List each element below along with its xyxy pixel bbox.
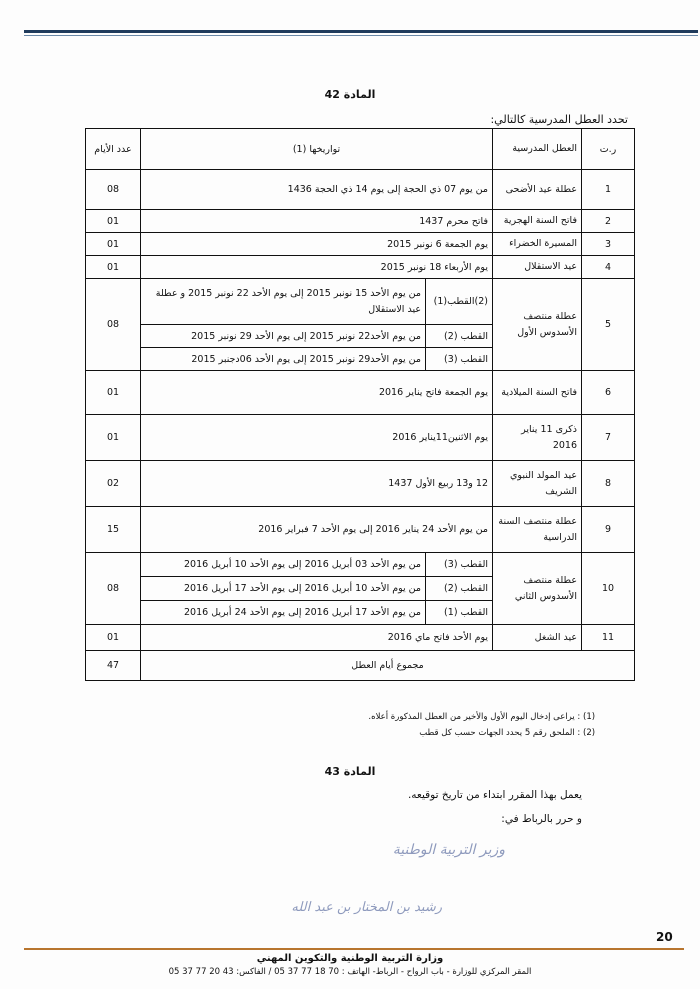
table-row	[86, 553, 635, 577]
header-rule	[24, 30, 698, 33]
pole-date: من يوم الأحد 15 نونبر 2015 إلى يوم الأحد 22 نونبر 2015 و عطلة عيد الاستقلال	[141, 279, 426, 325]
article-43-title: المادة 43	[324, 765, 376, 778]
signed-at: و حرر بالرباط في:	[501, 813, 582, 825]
pole-date: من يوم الأحد 03 أبريل 2016 إلى يوم الأحد 10 أبريل 2016	[141, 553, 426, 577]
row-name: عطلة منتصف السنة الدراسية	[493, 507, 582, 553]
table-row	[86, 279, 635, 325]
header-days: عدد الأيام	[86, 129, 141, 170]
row-num: 7	[582, 415, 635, 461]
intro-text: تحدد العطل المدرسية كالتالي:	[490, 113, 628, 126]
pole-label: القطب (1)	[426, 601, 493, 625]
row-name: عطلة منتصف الأسدوس الثاني	[493, 553, 582, 625]
pole-label: القطب (3)	[426, 348, 493, 371]
row-name: ذكرى 11 يناير 2016	[493, 415, 582, 461]
table-row	[86, 415, 635, 461]
row-name: عطلة عيد الأضحى	[493, 170, 582, 210]
footnote-text: : الملحق رقم 5 يحدد الجهات حسب كل قطب	[419, 728, 581, 738]
row-date: من يوم 07 ذي الحجة إلى يوم 14 ذي الحجة 1436	[141, 170, 493, 210]
pole-label: القطب (3)	[426, 553, 493, 577]
footnote-2	[419, 728, 605, 738]
pole-date: من يوم الأحد22 نونبر 2015 إلى يوم الأحد 29 نونبر 2015	[141, 325, 426, 348]
row-num: 4	[582, 256, 635, 279]
footnote-1	[368, 712, 605, 722]
footnote-number: (2)	[583, 728, 596, 738]
footnote-number: (1)	[583, 712, 596, 722]
row-num: 8	[582, 461, 635, 507]
row-date: يوم الأحد فاتح ماي 2016	[141, 625, 493, 651]
row-num: 6	[582, 371, 635, 415]
row-date: فاتح محرم 1437	[141, 210, 493, 233]
footnote-text: : يراعى إدخال اليوم الأول والأخير من العطل المذكورة أعلاه.	[368, 712, 581, 722]
row-date: يوم الجمعة فاتح يناير 2016	[141, 371, 493, 415]
row-days: 01	[86, 371, 141, 415]
footer-ministry: وزارة التربية الوطنية والتكوين المهني	[256, 953, 444, 964]
row-name: عطلة منتصف الأسدوس الأول	[493, 279, 582, 371]
total-days: 47	[86, 651, 141, 681]
table-row	[86, 461, 635, 507]
row-days: 01	[86, 256, 141, 279]
pole-label: القطب (2)	[426, 325, 493, 348]
row-name: فاتح السنة الهجرية	[493, 210, 582, 233]
table-row	[86, 256, 635, 279]
row-days: 08	[86, 553, 141, 625]
row-name: عيد المولد النبوي الشريف	[493, 461, 582, 507]
pole-date: من يوم الأحد 10 أبريل 2016 إلى يوم الأحد 17 أبريل 2016	[141, 577, 426, 601]
row-num: 9	[582, 507, 635, 553]
pole-label: القطب (2)	[426, 577, 493, 601]
row-num: 11	[582, 625, 635, 651]
row-days: 08	[86, 279, 141, 371]
header-dates: تواريخها (1)	[141, 129, 493, 170]
table-row	[86, 233, 635, 256]
row-name: فاتح السنة الميلادية	[493, 371, 582, 415]
total-row	[86, 651, 635, 681]
row-num: 5	[582, 279, 635, 371]
holidays-table	[85, 128, 635, 681]
row-days: 15	[86, 507, 141, 553]
table-row	[86, 371, 635, 415]
table-header-row	[86, 129, 635, 170]
table-row	[86, 210, 635, 233]
pole-date: من يوم الأحد29 نونبر 2015 إلى يوم الأحد 06دجنبر 2015	[141, 348, 426, 371]
table-row	[86, 170, 635, 210]
signature-name: رشيد بن المختار بن عبد الله	[291, 900, 442, 915]
row-num: 1	[582, 170, 635, 210]
row-date: يوم الجمعة 6 نونبر 2015	[141, 233, 493, 256]
row-num: 2	[582, 210, 635, 233]
row-days: 01	[86, 415, 141, 461]
row-days: 01	[86, 210, 141, 233]
row-date: 12 و13 ربيع الأول 1437	[141, 461, 493, 507]
row-num: 3	[582, 233, 635, 256]
pole-label: (2)القطب(1)	[426, 279, 493, 325]
row-num: 10	[582, 553, 635, 625]
footer-address: المقر المركزي للوزارة - باب الرواح - الرباط- الهاتف : 70 18 77 37 05 / الفاكس: 43 20 77 37 05	[168, 967, 532, 977]
row-name: عيد الشغل	[493, 625, 582, 651]
pole-date: من يوم الأحد 17 أبريل 2016 إلى يوم الأحد 24 أبريل 2016	[141, 601, 426, 625]
table-row	[86, 625, 635, 651]
article-43-text: يعمل بهذا المقرر ابتداء من تاريخ توقيعه.	[407, 789, 582, 801]
row-days: 08	[86, 170, 141, 210]
row-name: المسيرة الخضراء	[493, 233, 582, 256]
row-days: 02	[86, 461, 141, 507]
page-number: 20	[656, 930, 673, 944]
footer-rule	[24, 948, 684, 950]
row-date: من يوم الأحد 24 يناير 2016 إلى يوم الأحد 7 فبراير 2016	[141, 507, 493, 553]
article-42-title: المادة 42	[324, 88, 376, 101]
header-num: ر.ت	[582, 129, 635, 170]
signature-title: وزير التربية الوطنية	[392, 842, 505, 858]
header-rule-thin	[24, 35, 698, 36]
row-days: 01	[86, 625, 141, 651]
row-date: يوم الأربعاء 18 نونبر 2015	[141, 256, 493, 279]
table-row	[86, 507, 635, 553]
row-date: يوم الاثنين11يناير 2016	[141, 415, 493, 461]
header-name: العطل المدرسية	[493, 129, 582, 170]
total-label: مجموع أيام العطل	[141, 651, 635, 681]
row-name: عيد الاستقلال	[493, 256, 582, 279]
row-days: 01	[86, 233, 141, 256]
